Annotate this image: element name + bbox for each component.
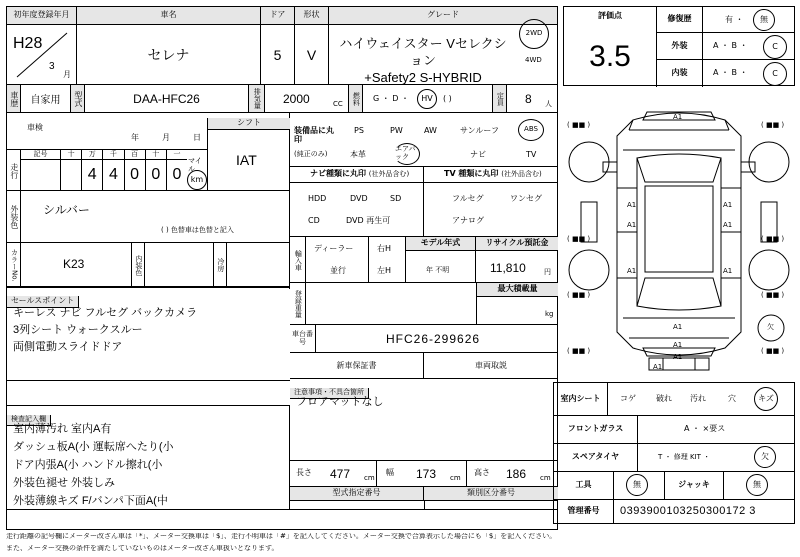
tv-oneseg: ワンセグ [510, 194, 542, 203]
footer-line2: また、メーター交換の条件を満たしていないものはメーター改ざん車扱いとなります。 [6, 545, 279, 552]
digit-col [103, 150, 124, 191]
navi-hdd: HDD [308, 194, 327, 203]
mileage-label: 走行 [7, 150, 21, 191]
inspection-row [7, 118, 207, 150]
import-row [290, 237, 558, 283]
option-pw: PW [390, 126, 403, 135]
omit-mark-btr: ( ■■ ) [761, 347, 785, 355]
import-left: 左H [377, 266, 392, 275]
tv-label-text: TV 種類に丸印 [444, 169, 499, 178]
width-value: 173 [416, 467, 437, 481]
digit-value: 4 [108, 166, 118, 183]
capacity-cell [507, 85, 557, 113]
max-load-label: 最大積載量 [477, 283, 558, 297]
omit-mark-btl: ( ■■ ) [567, 347, 591, 355]
diagram-mark: A1 [673, 341, 683, 349]
glass-label: フロントガラス [554, 416, 638, 443]
displacement-label: 排気量 [249, 85, 265, 113]
designation-row [290, 487, 558, 509]
sales-points [7, 287, 290, 381]
reg-weight-row [290, 283, 558, 325]
seat-yabure: 破れ [656, 394, 672, 403]
recycle-label: リサイクル預託金 [476, 237, 558, 251]
options-block [290, 113, 558, 167]
fuel-options: G ・ D ・ [373, 94, 409, 103]
jack-label: ジャッキ [664, 472, 724, 499]
mileage-mark-box [21, 160, 61, 191]
height-label: 高さ [474, 468, 490, 477]
tools-label: 工具 [554, 472, 614, 499]
inspection-month: 月 [162, 133, 170, 142]
digit-value: 0 [151, 166, 161, 183]
omit-mark-ml: ( ■■ ) [567, 235, 591, 243]
fuel-selected: HV [417, 89, 437, 109]
capacity-label: 定員 [493, 85, 507, 113]
class-designation-label: 類別区分番号 [424, 487, 558, 501]
digit-col [82, 150, 103, 191]
glass-value: A ・ ×要ス [684, 424, 726, 433]
model-year-value: 年 不明 [426, 266, 450, 274]
color-no-label: カラーNo. [7, 243, 21, 287]
tools-row [553, 472, 795, 500]
options-sub: (純正のみ) [294, 150, 328, 158]
fuel-label: 燃料 [349, 85, 363, 113]
color-label: 外装色 [7, 191, 21, 243]
digit-col [167, 150, 187, 191]
inspector-block [7, 405, 290, 509]
dims-sep [376, 461, 377, 487]
grade-label: グレード [329, 7, 557, 25]
digit-label: 十 [61, 150, 81, 160]
spare-options: T ・ 修理 KIT ・ [658, 453, 711, 461]
km-selected: km [187, 170, 207, 190]
shift-cell [207, 118, 290, 191]
recycle-unit: 円 [544, 268, 551, 276]
name-label: 車名 [77, 7, 261, 25]
seat-koge: コゲ [620, 394, 636, 403]
import-parallel: 並行 [330, 266, 346, 275]
usage-value: 自家用 [21, 85, 71, 113]
notes-value: フロアマットなし [296, 396, 384, 408]
repair-options: 有 ・ [725, 15, 744, 24]
tv-label [424, 167, 558, 183]
import-label: 輸入車 [290, 237, 306, 283]
drive-2wd: 2WD [519, 19, 549, 49]
digit-label: 十 [146, 150, 166, 160]
type-designation-label: 型式指定番号 [290, 487, 424, 501]
navi-sub: (社外品含む) [368, 170, 410, 178]
warranty-new: 新車保証書 [290, 353, 424, 379]
options-label: 装備品に丸印 [294, 126, 334, 144]
chassis-row [290, 325, 558, 353]
mileage-mark-label: 記号 [21, 150, 61, 160]
year-era: H28 [13, 35, 43, 52]
height-unit: cm [540, 474, 551, 482]
digit-label: 千 [103, 150, 123, 160]
recycle-value: 11,810 [490, 261, 526, 275]
grade-value: ハイウェイスター Vセレクション +Safety2 S-HYBRID [339, 36, 507, 85]
diagram-mark: A1 [723, 201, 733, 209]
color-row [7, 191, 290, 243]
inspector-line: 外装薄線キズ F/バンパ下面A(中 [13, 495, 168, 507]
omit-mark-bl: ( ■■ ) [567, 291, 591, 299]
omit-mark-tl: ( ■■ ) [567, 121, 591, 129]
year-label: 初年度登録年月 [7, 7, 77, 25]
shift-label: シフト [208, 118, 290, 130]
width-unit: cm [450, 474, 461, 482]
spare-row [553, 444, 795, 472]
chassis-label: 車台番号 [290, 325, 316, 353]
digit-value: 0 [130, 166, 140, 183]
car-name: セレナ [77, 25, 261, 85]
seat-ana: 穴 [728, 394, 736, 403]
option-airbag: エアバック [394, 143, 420, 165]
score-label: 評価点 [598, 10, 622, 20]
warranty-manual: 車両取説 [475, 360, 507, 370]
exterior-label: 外装 [657, 33, 703, 60]
diagram-mark: A1 [653, 363, 663, 371]
diagram-mark: A1 [723, 267, 733, 275]
interior-cell [703, 60, 795, 87]
reg-weight-label: 登録重量 [290, 283, 306, 325]
tv-block [424, 167, 558, 237]
navi-cd: CD [308, 216, 320, 225]
capacity-value: 8 [525, 92, 532, 106]
spare-selected: 欠 [754, 446, 776, 468]
color-note: ( ) 色替車は色替と記入 [161, 226, 234, 234]
exterior-options: A ・ B ・ [713, 41, 748, 50]
navi-sd: SD [390, 194, 402, 203]
glass-row [553, 416, 795, 444]
option-leather: 本革 [350, 150, 366, 159]
tv-sub: (社外品含む) [501, 170, 542, 178]
option-tv: TV [526, 150, 537, 159]
diagram-mark: A1 [723, 221, 733, 229]
score-value: 3.5 [589, 40, 631, 73]
length-unit: cm [364, 474, 375, 482]
drive-4wd: 4WD [525, 56, 542, 64]
diagram-mark: A1 [673, 323, 683, 331]
ac-label: 冷房 [213, 243, 227, 287]
navi-dvd-play: DVD 再生可 [346, 216, 391, 225]
navi-dvd: DVD [350, 194, 368, 203]
shape-label: 形状 [295, 7, 329, 25]
tools-selected: 無 [626, 474, 648, 496]
year-cell [7, 25, 77, 85]
interior-selected: C [763, 62, 787, 86]
digit-value: 4 [87, 166, 97, 183]
digit-label: 百 [125, 150, 145, 160]
color-no-value: K23 [63, 257, 85, 271]
tv-fullseg: フルセグ [452, 194, 484, 203]
sales-line: 3列シート ウォークスルー [13, 324, 143, 336]
option-aw: AW [424, 126, 437, 135]
chassis-value: HFC26-299626 [386, 332, 481, 346]
diagram-mark: A1 [673, 353, 683, 361]
inspection-year: 年 [131, 133, 139, 142]
navi-label-text: ナビ種類に丸印 [310, 169, 366, 178]
color-no-row [7, 243, 290, 287]
digit-value: 0 [172, 166, 182, 183]
missing-mark: 欠 [767, 323, 774, 331]
seat-selected: キズ [754, 387, 778, 411]
import-dealer: ディーラー [314, 244, 354, 253]
spare-label: スペアタイヤ [554, 444, 638, 471]
inspector-label: 検査記入欄 [7, 415, 51, 426]
inspector-line: 室内薄汚れ 室内A有 [13, 423, 112, 435]
recycle-cell [476, 237, 558, 283]
digit-label: 万 [82, 150, 102, 160]
interior-label: 内装 [657, 60, 703, 87]
digit-label: 一 [167, 150, 187, 160]
mileage-digits [61, 150, 187, 191]
omit-mark-br: ( ■■ ) [761, 291, 785, 299]
omit-mark-mr: ( ■■ ) [761, 235, 785, 243]
digit-col [125, 150, 146, 191]
option-abs: ABS [518, 119, 544, 141]
exterior-selected: C [763, 35, 787, 59]
inspector-line: ドア内張A(小 ハンドル擦れ(小 [13, 459, 163, 471]
usage-label: 車歴 [7, 85, 21, 113]
height-value: 186 [506, 467, 527, 481]
dims-row [290, 461, 558, 487]
length-value: 477 [330, 467, 351, 481]
displacement-value: 2000 [283, 92, 310, 106]
door-value: 5 [261, 25, 295, 85]
omit-mark-tr: ( ■■ ) [761, 121, 785, 129]
jack-selected: 無 [746, 474, 768, 496]
grade-cell [329, 25, 557, 85]
navi-block [290, 167, 424, 237]
inspector-line: 外装色褪せ 外装しみ [13, 477, 116, 489]
option-ps: PS [354, 126, 364, 135]
width-label: 幅 [386, 468, 394, 477]
inspection-label: 車検 [27, 123, 43, 132]
month-value: 3 [49, 61, 55, 72]
dims-sep [466, 461, 467, 487]
interior-color-label: 内装色 [131, 243, 145, 287]
model-year-cell [406, 237, 476, 283]
repair-cell [703, 7, 795, 33]
tv-analog: アナログ [452, 216, 484, 225]
score-box [563, 6, 795, 86]
diagram-mark: A1 [627, 267, 637, 275]
repair-label: 修復歴 [657, 7, 703, 33]
weight-unit: kg [545, 310, 554, 318]
seat-yogore: 汚れ [690, 394, 706, 403]
model-label: 型式 [71, 85, 85, 113]
shift-value: IAT [236, 152, 257, 168]
import-lr [368, 237, 406, 283]
diagram-mark: A1 [627, 201, 637, 209]
notes-label: 注意事項・不具合箇所 [290, 388, 369, 399]
seat-row [553, 382, 795, 416]
model-year-label: モデル年式 [406, 237, 475, 251]
option-navi: ナビ [470, 150, 486, 159]
displacement-cell [265, 85, 349, 113]
notes-block [290, 379, 558, 461]
sales-line: キーレス ナビ フルセグ バックカメラ [13, 307, 198, 319]
length-label: 長さ [296, 468, 312, 477]
designation-sep [424, 501, 425, 509]
model-value: DAA-HFC26 [85, 85, 249, 113]
car-diagram [563, 92, 795, 378]
shape-value: V [295, 25, 329, 85]
option-sunroof: サンルーフ [460, 126, 499, 135]
navi-label [290, 167, 423, 183]
exterior-cell [703, 33, 795, 60]
interior-options: A ・ B ・ [713, 68, 748, 77]
form-bottom-line [7, 509, 558, 510]
sales-line: 両側電動スライドドア [13, 341, 123, 353]
mile-label: マイル [188, 157, 202, 173]
capacity-unit: 人 [545, 100, 552, 108]
fuel-cell [363, 85, 493, 113]
inspector-line: ダッシュ板A(小 運転席へたり(小 [13, 441, 174, 453]
diagram-mark: A1 [627, 221, 637, 229]
footer-line1: 走行距離の記号欄にメーター改ざん車は「*」、メーター交換車は「$」、走行不明車は「#」を記入してください。メーター交換で合算表示した場合にも「$」を記入ください。 [6, 533, 557, 540]
warranty-row [290, 353, 558, 379]
fuel-other: ( ) [443, 94, 452, 103]
color-value: シルバー [43, 203, 90, 217]
mileage-row [7, 150, 207, 191]
digit-value [61, 160, 81, 190]
max-load-cell [476, 283, 558, 325]
mgmt-label: 管理番号 [554, 500, 614, 523]
mgmt-value: 0393900103250300172 3 [620, 505, 756, 517]
diagram-mark: A1 [673, 113, 683, 121]
digit-col [61, 150, 82, 191]
repair-selected: 無 [753, 9, 775, 31]
digit-col [146, 150, 167, 191]
cc-unit: CC [333, 100, 343, 108]
import-right: 右H [377, 244, 392, 253]
month-unit: 月 [63, 70, 71, 79]
inspection-day: 日 [193, 133, 201, 142]
sales-points-label: セールスポイント [7, 296, 79, 308]
seat-label: 室内シート [554, 383, 608, 415]
door-label: ドア [261, 7, 295, 25]
mgmt-row [553, 500, 795, 524]
